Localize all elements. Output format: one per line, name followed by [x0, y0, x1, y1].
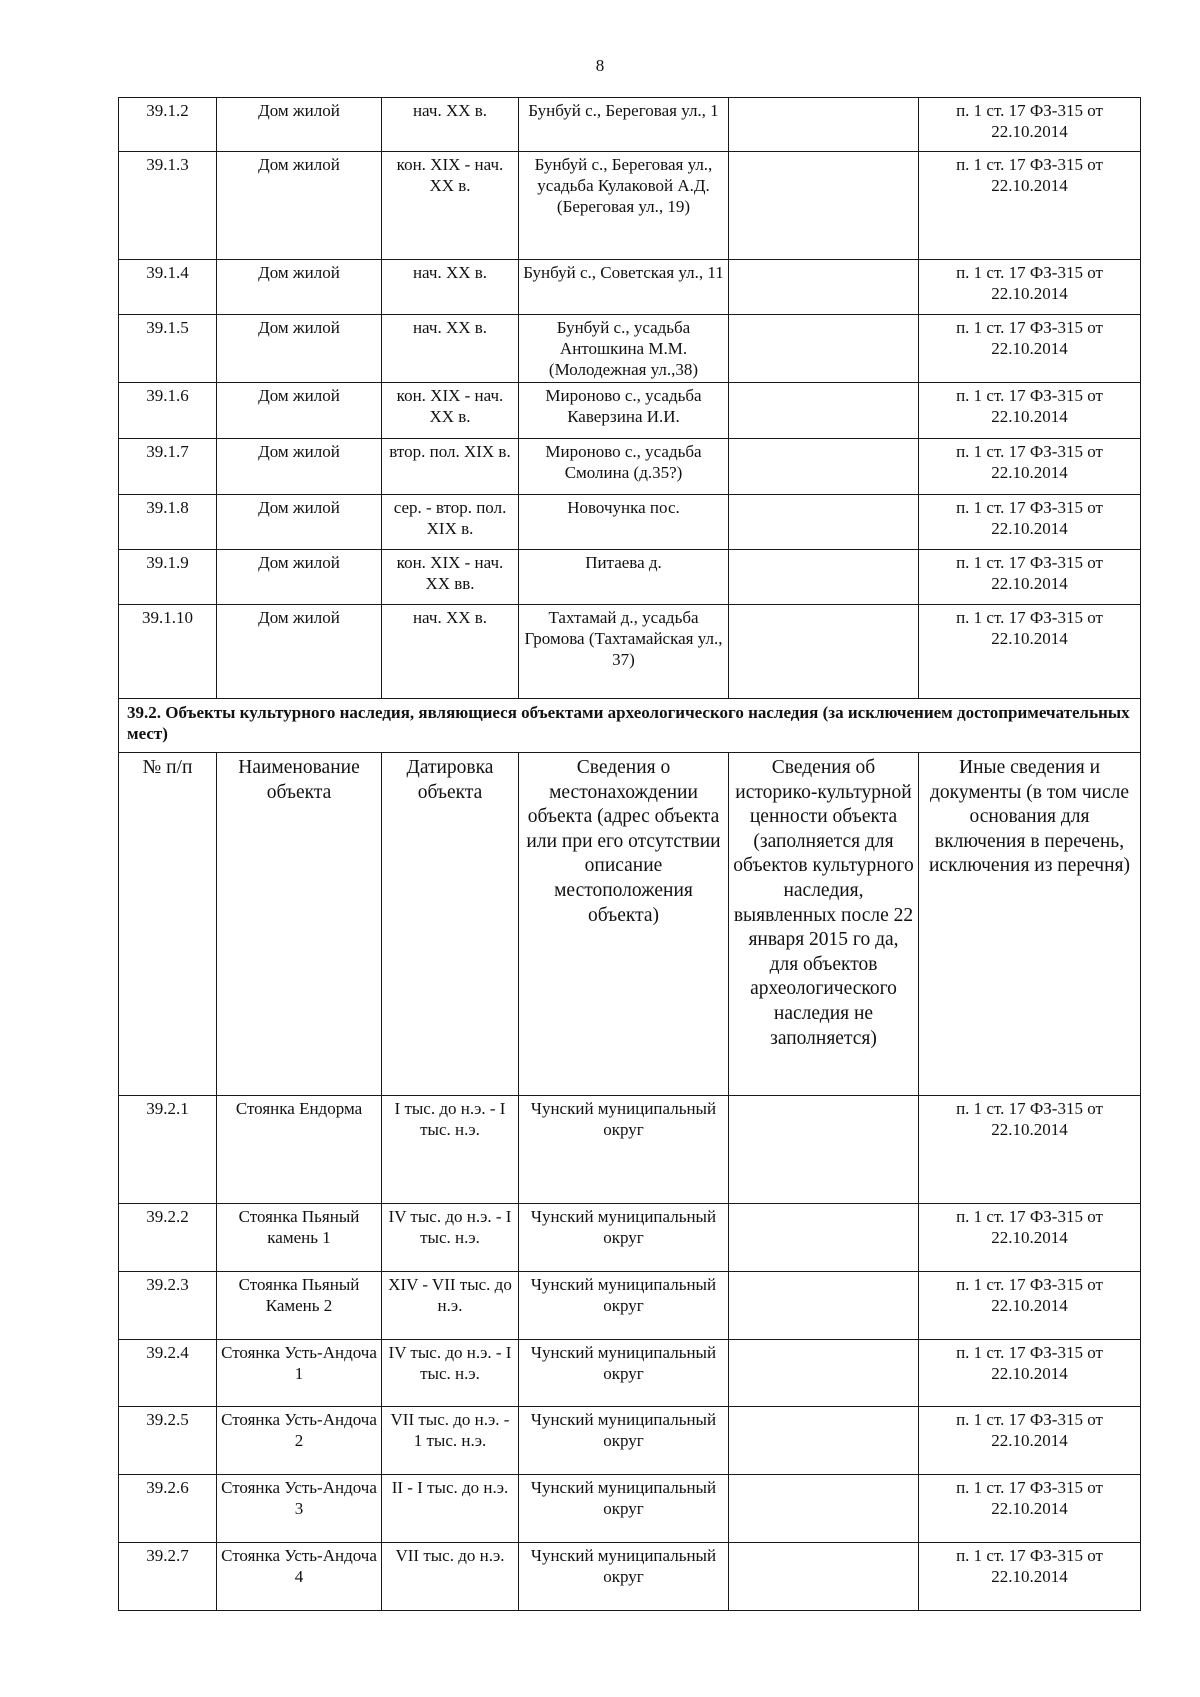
cell-name: Дом жилой: [217, 605, 382, 699]
cell-docs: п. 1 ст. 17 ФЗ-315 от 22.10.2014: [919, 1475, 1141, 1543]
table-row: [119, 495, 1141, 550]
cell-name: Дом жилой: [217, 383, 382, 439]
cell-value: [729, 1407, 919, 1475]
table-row: [119, 1475, 1141, 1543]
table-row: [119, 1204, 1141, 1272]
cell-date: кон. XIX - нач. XX в.: [382, 383, 519, 439]
cell-docs: п. 1 ст. 17 ФЗ-315 от 22.10.2014: [919, 1096, 1141, 1204]
cell-num: 39.2.2: [119, 1204, 217, 1272]
heritage-objects-table: [118, 97, 1141, 1611]
cell-docs: п. 1 ст. 17 ФЗ-315 от 22.10.2014: [919, 1204, 1141, 1272]
cell-name: Стоянка Усть-Андоча 4: [217, 1543, 382, 1611]
cell-location: Бунбуй с., Береговая ул., 1: [519, 98, 729, 152]
cell-num: 39.2.6: [119, 1475, 217, 1543]
cell-date: IV тыс. до н.э. - I тыс. н.э.: [382, 1340, 519, 1407]
cell-docs: п. 1 ст. 17 ФЗ-315 от 22.10.2014: [919, 98, 1141, 152]
cell-value: [729, 495, 919, 550]
cell-num: 39.2.3: [119, 1272, 217, 1340]
header-name: Наименование объекта: [217, 753, 382, 1096]
table-row: [119, 315, 1141, 383]
cell-docs: п. 1 ст. 17 ФЗ-315 от 22.10.2014: [919, 315, 1141, 383]
cell-docs: п. 1 ст. 17 ФЗ-315 от 22.10.2014: [919, 1340, 1141, 1407]
cell-value: [729, 1272, 919, 1340]
cell-name: Дом жилой: [217, 98, 382, 152]
cell-num: 39.1.7: [119, 439, 217, 495]
cell-location: Новочунка пос.: [519, 495, 729, 550]
cell-name: Дом жилой: [217, 315, 382, 383]
cell-name: Дом жилой: [217, 550, 382, 605]
table-row: [119, 1340, 1141, 1407]
cell-value: [729, 1340, 919, 1407]
table-row: [119, 152, 1141, 260]
cell-location: Бунбуй с., Береговая ул., усадьба Кулаковой А.Д. (Береговая ул., 19): [519, 152, 729, 260]
cell-location: Чунский муниципальный округ: [519, 1407, 729, 1475]
cell-docs: п. 1 ст. 17 ФЗ-315 от 22.10.2014: [919, 383, 1141, 439]
cell-name: Стоянка Усть-Андоча 1: [217, 1340, 382, 1407]
table-row: [119, 1096, 1141, 1204]
cell-value: [729, 1096, 919, 1204]
cell-docs: п. 1 ст. 17 ФЗ-315 от 22.10.2014: [919, 152, 1141, 260]
cell-location: Чунский муниципальный округ: [519, 1340, 729, 1407]
cell-docs: п. 1 ст. 17 ФЗ-315 от 22.10.2014: [919, 1543, 1141, 1611]
cell-date: нач. XX в.: [382, 98, 519, 152]
cell-date: кон. XIX - нач. XX в.: [382, 152, 519, 260]
table-row: [119, 439, 1141, 495]
cell-value: [729, 98, 919, 152]
cell-date: нач. XX в.: [382, 260, 519, 315]
cell-name: Дом жилой: [217, 495, 382, 550]
cell-date: VII тыс. до н.э.: [382, 1543, 519, 1611]
cell-value: [729, 439, 919, 495]
cell-location: Чунский муниципальный округ: [519, 1272, 729, 1340]
cell-value: [729, 1475, 919, 1543]
cell-value: [729, 315, 919, 383]
cell-num: 39.1.9: [119, 550, 217, 605]
cell-date: II - I тыс. до н.э.: [382, 1475, 519, 1543]
cell-location: Чунский муниципальный округ: [519, 1475, 729, 1543]
cell-date: сер. - втор. пол. XIX в.: [382, 495, 519, 550]
cell-docs: п. 1 ст. 17 ФЗ-315 от 22.10.2014: [919, 605, 1141, 699]
cell-name: Стоянка Ендорма: [217, 1096, 382, 1204]
cell-num: 39.2.1: [119, 1096, 217, 1204]
cell-num: 39.1.6: [119, 383, 217, 439]
cell-num: 39.1.10: [119, 605, 217, 699]
cell-docs: п. 1 ст. 17 ФЗ-315 от 22.10.2014: [919, 260, 1141, 315]
cell-date: I тыс. до н.э. - I тыс. н.э.: [382, 1096, 519, 1204]
header-date: Датировка объекта: [382, 753, 519, 1096]
cell-location: Тахтамай д., усадьба Громова (Тахтамайская ул., 37): [519, 605, 729, 699]
cell-location: Чунский муниципальный округ: [519, 1096, 729, 1204]
cell-name: Стоянка Пьяный Камень 2: [217, 1272, 382, 1340]
cell-name: Дом жилой: [217, 152, 382, 260]
cell-location: Чунский муниципальный округ: [519, 1204, 729, 1272]
page-number: 8: [595, 56, 605, 75]
cell-name: Дом жилой: [217, 439, 382, 495]
table-row: [119, 1543, 1141, 1611]
cell-num: 39.1.4: [119, 260, 217, 315]
cell-num: 39.1.8: [119, 495, 217, 550]
cell-name: Стоянка Усть-Андоча 2: [217, 1407, 382, 1475]
cell-docs: п. 1 ст. 17 ФЗ-315 от 22.10.2014: [919, 495, 1141, 550]
cell-location: Бунбуй с., Советская ул., 11: [519, 260, 729, 315]
cell-num: 39.1.3: [119, 152, 217, 260]
header-location: Сведения о местонахождении объекта (адрес объекта или при его отсутствии описание местоположения объекта): [519, 753, 729, 1096]
cell-date: VII тыс. до н.э. - 1 тыс. н.э.: [382, 1407, 519, 1475]
cell-location: Питаева д.: [519, 550, 729, 605]
cell-location: Мироново с., усадьба Каверзина И.И.: [519, 383, 729, 439]
cell-location: Мироново с., усадьба Смолина (д.35?): [519, 439, 729, 495]
header-value: Сведения об историко-культурной ценности объекта (заполняется для объектов культурного наследия, выявленных после 22 января 2015 го да, для объектов археологического наследия не заполняется): [729, 753, 919, 1096]
cell-name: Стоянка Пьяный камень 1: [217, 1204, 382, 1272]
cell-value: [729, 605, 919, 699]
table-header-row: [119, 753, 1141, 1096]
header-docs: Иные сведения и документы (в том числе основания для включения в перечень, исключения из перечня): [919, 753, 1141, 1096]
cell-name: Стоянка Усть-Андоча 3: [217, 1475, 382, 1543]
cell-num: 39.1.5: [119, 315, 217, 383]
cell-docs: п. 1 ст. 17 ФЗ-315 от 22.10.2014: [919, 439, 1141, 495]
cell-value: [729, 1543, 919, 1611]
cell-value: [729, 260, 919, 315]
section-title-row: [119, 699, 1141, 753]
table-row: [119, 260, 1141, 315]
table-row: [119, 1272, 1141, 1340]
cell-num: 39.2.4: [119, 1340, 217, 1407]
cell-date: IV тыс. до н.э. - I тыс. н.э.: [382, 1204, 519, 1272]
table-row: [119, 98, 1141, 152]
cell-date: кон. XIX - нач. XX вв.: [382, 550, 519, 605]
cell-date: втор. пол. XIX в.: [382, 439, 519, 495]
section-title: 39.2. Объекты культурного наследия, являющиеся объектами археологического наследия (за исключением достопримечательных мест): [119, 699, 1141, 753]
cell-location: Бунбуй с., усадьба Антошкина М.М. (Молодежная ул.,38): [519, 315, 729, 383]
header-num: № п/п: [119, 753, 217, 1096]
cell-docs: п. 1 ст. 17 ФЗ-315 от 22.10.2014: [919, 1272, 1141, 1340]
cell-location: Чунский муниципальный округ: [519, 1543, 729, 1611]
cell-docs: п. 1 ст. 17 ФЗ-315 от 22.10.2014: [919, 1407, 1141, 1475]
table-row: [119, 605, 1141, 699]
cell-num: 39.2.7: [119, 1543, 217, 1611]
table-row: [119, 383, 1141, 439]
table-row: [119, 550, 1141, 605]
cell-value: [729, 550, 919, 605]
cell-docs: п. 1 ст. 17 ФЗ-315 от 22.10.2014: [919, 550, 1141, 605]
cell-value: [729, 152, 919, 260]
cell-value: [729, 1204, 919, 1272]
cell-date: нач. XX в.: [382, 315, 519, 383]
cell-date: нач. XX в.: [382, 605, 519, 699]
cell-date: XIV - VII тыс. до н.э.: [382, 1272, 519, 1340]
cell-num: 39.2.5: [119, 1407, 217, 1475]
cell-value: [729, 383, 919, 439]
cell-num: 39.1.2: [119, 98, 217, 152]
cell-name: Дом жилой: [217, 260, 382, 315]
table-row: [119, 1407, 1141, 1475]
